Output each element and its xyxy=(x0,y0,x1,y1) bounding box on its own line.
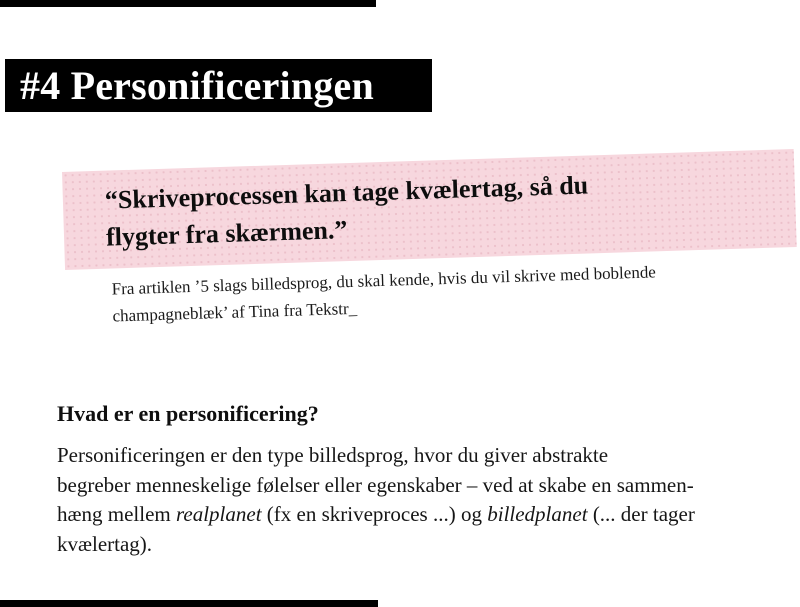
bottom-edge-bar xyxy=(0,600,378,607)
italic-term: billedplanet xyxy=(487,502,588,526)
paragraph-line: begreber menneskelige følelser eller egenskaber – ved at skabe en sammen- xyxy=(57,472,694,497)
paragraph-line: hæng mellem realplanet (fx en skriveproces ...) og billedplanet (... der tager xyxy=(57,502,695,526)
body-paragraph xyxy=(57,441,695,559)
paragraph-line: Personificeringen er den type billedsprog, hvor du giver abstrakte xyxy=(57,443,609,467)
title-bar xyxy=(5,59,432,112)
paragraph-line: kvælertag). xyxy=(57,531,153,556)
top-edge-bar xyxy=(0,0,376,7)
section-heading: Hvad er en personificering? xyxy=(57,401,319,426)
quote-line-1: “Skriveprocessen kan tage kvælertag, så du xyxy=(104,170,589,215)
attribution-line-2: champagneblæk’ af Tina fra Tekstr_ xyxy=(112,298,358,326)
quote-clipping xyxy=(62,149,799,331)
italic-term: realplanet xyxy=(176,502,262,526)
quote-box xyxy=(62,149,797,270)
attribution-line-1: Fra artiklen ’5 slags billedsprog, du skal kende, hvis du vil skrive med boblende xyxy=(111,262,657,299)
slide-title: #4 Personificeringen xyxy=(20,63,374,108)
quote-line-2: flygter fra skærmen.” xyxy=(105,215,348,252)
quote-attribution xyxy=(111,254,798,330)
